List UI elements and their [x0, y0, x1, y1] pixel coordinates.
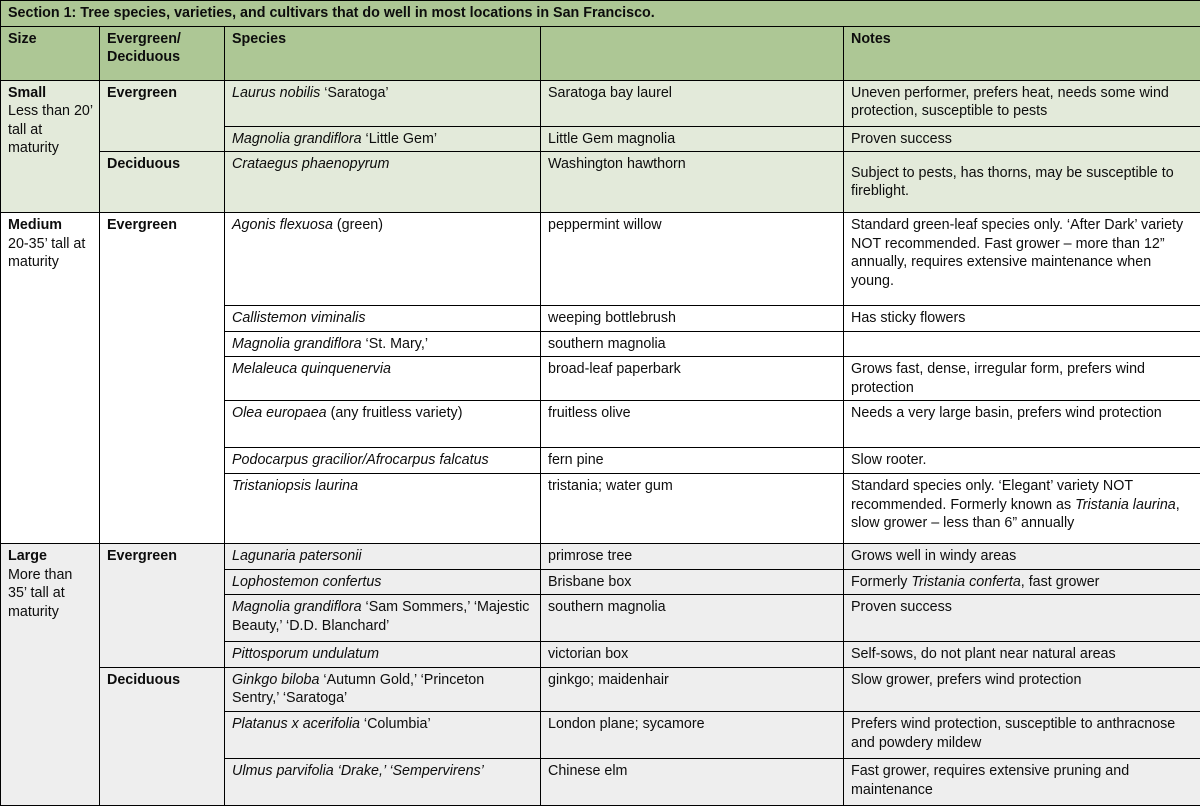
species-cell: Magnolia grandiflora ‘St. Mary,’: [225, 331, 541, 357]
species-cell: Agonis flexuosa (green): [225, 213, 541, 306]
foliage-type-cell: Evergreen: [100, 544, 225, 668]
column-header-type-line1: Evergreen/: [107, 31, 181, 47]
species-cell: Crataegus phaenopyrum: [225, 152, 541, 213]
notes-cell: Slow grower, prefers wind protection: [844, 667, 1200, 711]
notes-cell: Standard species only. ‘Elegant’ variety NOT recommended. Formerly known as Tristania laurina, slow grower – less than 6” annually: [844, 474, 1200, 544]
species-cell: Tristaniopsis laurina: [225, 474, 541, 544]
size-detail: Less than 20’ tall at maturity: [8, 103, 93, 156]
foliage-type-cell: Evergreen: [100, 213, 225, 544]
table-row: [1, 152, 1200, 213]
common-name-cell: fruitless olive: [541, 401, 844, 448]
notes-cell: Slow rooter.: [844, 448, 1200, 474]
notes-cell: [844, 331, 1200, 357]
common-name-cell: Little Gem magnolia: [541, 126, 844, 152]
size-group-cell: [1, 80, 100, 213]
common-name-cell: tristania; water gum: [541, 474, 844, 544]
species-cell: Olea europaea (any fruitless variety): [225, 401, 541, 448]
notes-cell: Subject to pests, has thorns, may be susceptible to fireblight.: [844, 152, 1200, 213]
common-name-cell: primrose tree: [541, 544, 844, 570]
size-label: Medium: [8, 216, 93, 235]
foliage-type-cell: Deciduous: [100, 152, 225, 213]
notes-cell: Needs a very large basin, prefers wind protection: [844, 401, 1200, 448]
common-name-cell: London plane; sycamore: [541, 711, 844, 758]
species-cell: Platanus x acerifolia ‘Columbia’: [225, 711, 541, 758]
table-row: [1, 544, 1200, 570]
foliage-type-cell: Evergreen: [100, 80, 225, 152]
species-cell: Laurus nobilis ‘Saratoga’: [225, 80, 541, 126]
notes-cell: Self-sows, do not plant near natural areas: [844, 642, 1200, 668]
column-header-common: [541, 26, 844, 80]
notes-cell: Formerly Tristania conferta, fast grower: [844, 569, 1200, 595]
common-name-cell: peppermint willow: [541, 213, 844, 306]
table-row: [1, 667, 1200, 711]
common-name-cell: Washington hawthorn: [541, 152, 844, 213]
species-cell: Ginkgo biloba ‘Autumn Gold,’ ‘Princeton Sentry,’ ‘Saratoga’: [225, 667, 541, 711]
column-header-species: Species: [225, 26, 541, 80]
common-name-cell: broad-leaf paperbark: [541, 357, 844, 401]
common-name-cell: southern magnolia: [541, 331, 844, 357]
column-header-size: Size: [1, 26, 100, 80]
table-body: [1, 1, 1200, 806]
species-cell: Callistemon viminalis: [225, 306, 541, 332]
common-name-cell: Saratoga bay laurel: [541, 80, 844, 126]
section-title: Section 1: Tree species, varieties, and cultivars that do well in most locations in San Francisco.: [1, 1, 1200, 27]
species-cell: Magnolia grandiflora ‘Sam Sommers,’ ‘Majestic Beauty,’ ‘D.D. Blanchard’: [225, 595, 541, 642]
common-name-cell: Chinese elm: [541, 758, 844, 805]
common-name-cell: victorian box: [541, 642, 844, 668]
notes-cell: Proven success: [844, 126, 1200, 152]
size-label: Large: [8, 547, 93, 566]
notes-cell: Uneven performer, prefers heat, needs some wind protection, susceptible to pests: [844, 80, 1200, 126]
common-name-cell: southern magnolia: [541, 595, 844, 642]
common-name-cell: Brisbane box: [541, 569, 844, 595]
notes-cell: Grows well in windy areas: [844, 544, 1200, 570]
size-label: Small: [8, 84, 93, 103]
species-cell: Podocarpus gracilior/Afrocarpus falcatus: [225, 448, 541, 474]
size-detail: 20-35’ tall at maturity: [8, 236, 85, 271]
notes-cell: Fast grower, requires extensive pruning and maintenance: [844, 758, 1200, 805]
notes-cell: Standard green-leaf species only. ‘After Dark’ variety NOT recommended. Fast grower – more than 12” annually, requires extensive maintenance when young.: [844, 213, 1200, 306]
size-group-cell: [1, 213, 100, 544]
species-cell: Magnolia grandiflora ‘Little Gem’: [225, 126, 541, 152]
title-row: [1, 1, 1200, 27]
size-detail: More than 35’ tall at maturity: [8, 567, 72, 620]
species-cell: Lophostemon confertus: [225, 569, 541, 595]
species-cell: Ulmus parvifolia ‘Drake,’ ‘Sempervirens’: [225, 758, 541, 805]
notes-cell: Grows fast, dense, irregular form, prefers wind protection: [844, 357, 1200, 401]
common-name-cell: ginkgo; maidenhair: [541, 667, 844, 711]
species-cell: Lagunaria patersonii: [225, 544, 541, 570]
common-name-cell: weeping bottlebrush: [541, 306, 844, 332]
table-row: [1, 80, 1200, 126]
table-row: [1, 213, 1200, 306]
notes-cell: Has sticky flowers: [844, 306, 1200, 332]
common-name-cell: fern pine: [541, 448, 844, 474]
notes-cell: Proven success: [844, 595, 1200, 642]
column-header-type-line2: Deciduous: [107, 49, 180, 65]
header-row: [1, 26, 1200, 80]
foliage-type-cell: Deciduous: [100, 667, 225, 805]
size-group-cell: [1, 544, 100, 806]
column-header-notes: Notes: [844, 26, 1200, 80]
column-header-type: [100, 26, 225, 80]
notes-cell: Prefers wind protection, susceptible to anthracnose and powdery mildew: [844, 711, 1200, 758]
species-cell: Pittosporum undulatum: [225, 642, 541, 668]
species-cell: Melaleuca quinquenervia: [225, 357, 541, 401]
